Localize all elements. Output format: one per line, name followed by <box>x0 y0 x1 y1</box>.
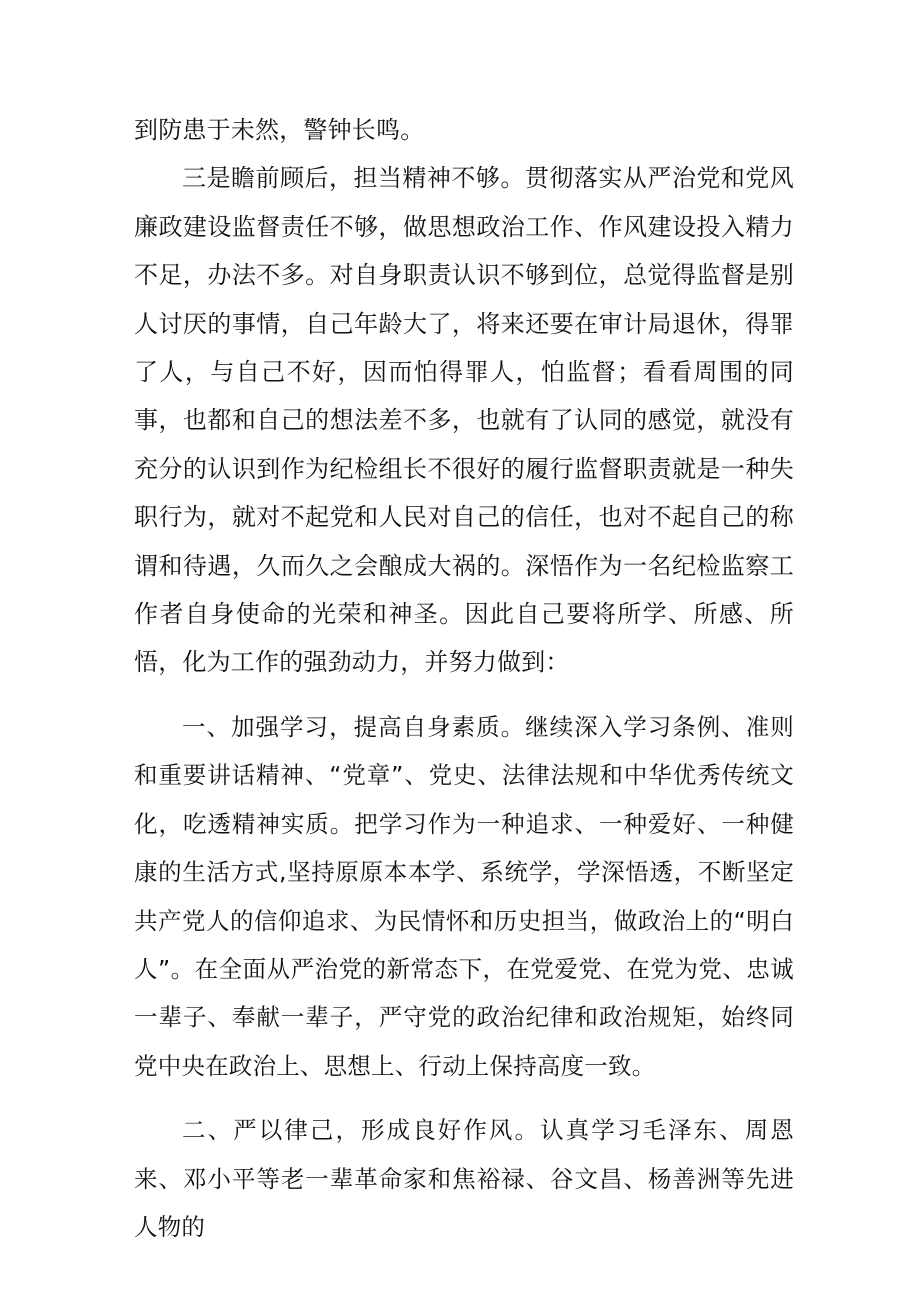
paragraph-point-one: 一、加强学习，提高自身素质。继续深入学习条例、准则和重要讲话精神、“党章”、党史、法律法规和中华优秀传统文化，吃透精神实质。把学习作为一种追求、一种爱好、一种健康的生活方式,坚持原原本本学、系统学，学深悟透，不断坚定共产党人的信仰追求、为民情怀和历史担当，做政治上的“明白人”。在全面从严治党的新常态下，在党爱党、在党为党、忠诚一辈子、奉献一辈子，严守党的政治纪律和政治规矩，始终同党中央在政治上、思想上、行动上保持高度一致。 <box>134 712 794 1080</box>
paragraph-third-issue: 三是瞻前顾后，担当精神不够。贯彻落实从严治党和党风廉政建设监督责任不够，做思想政治工作、作风建设投入精力不足，办法不多。对自身职责认识不够到位，总觉得监督是别人讨厌的事情，自己年龄大了，将来还要在审计局退休，得罪了人，与自己不好，因而怕得罪人，怕监督；看看周围的同事，也都和自己的想法差不多，也就有了认同的感觉，就没有充分的认识到作为纪检组长不很好的履行监督职责就是一种失职行为，就对不起党和人民对自己的信任，也对不起自己的称谓和待遇，久而久之会酿成大祸的。深悟作为一名纪检监察工作者自身使命的光荣和神圣。因此自己要将所学、所感、所悟，化为工作的强劲动力，并努力做到： <box>134 164 794 677</box>
document-body <box>134 106 794 1251</box>
paragraph-continuation: 到防患于未然，警钟长鸣。 <box>134 116 425 144</box>
paragraph-point-two: 二、严以律己，形成良好作风。认真学习毛泽东、周恩来、邓小平等老一辈革命家和焦裕禄、谷文昌、杨善洲等先进人物的 <box>134 1116 794 1241</box>
